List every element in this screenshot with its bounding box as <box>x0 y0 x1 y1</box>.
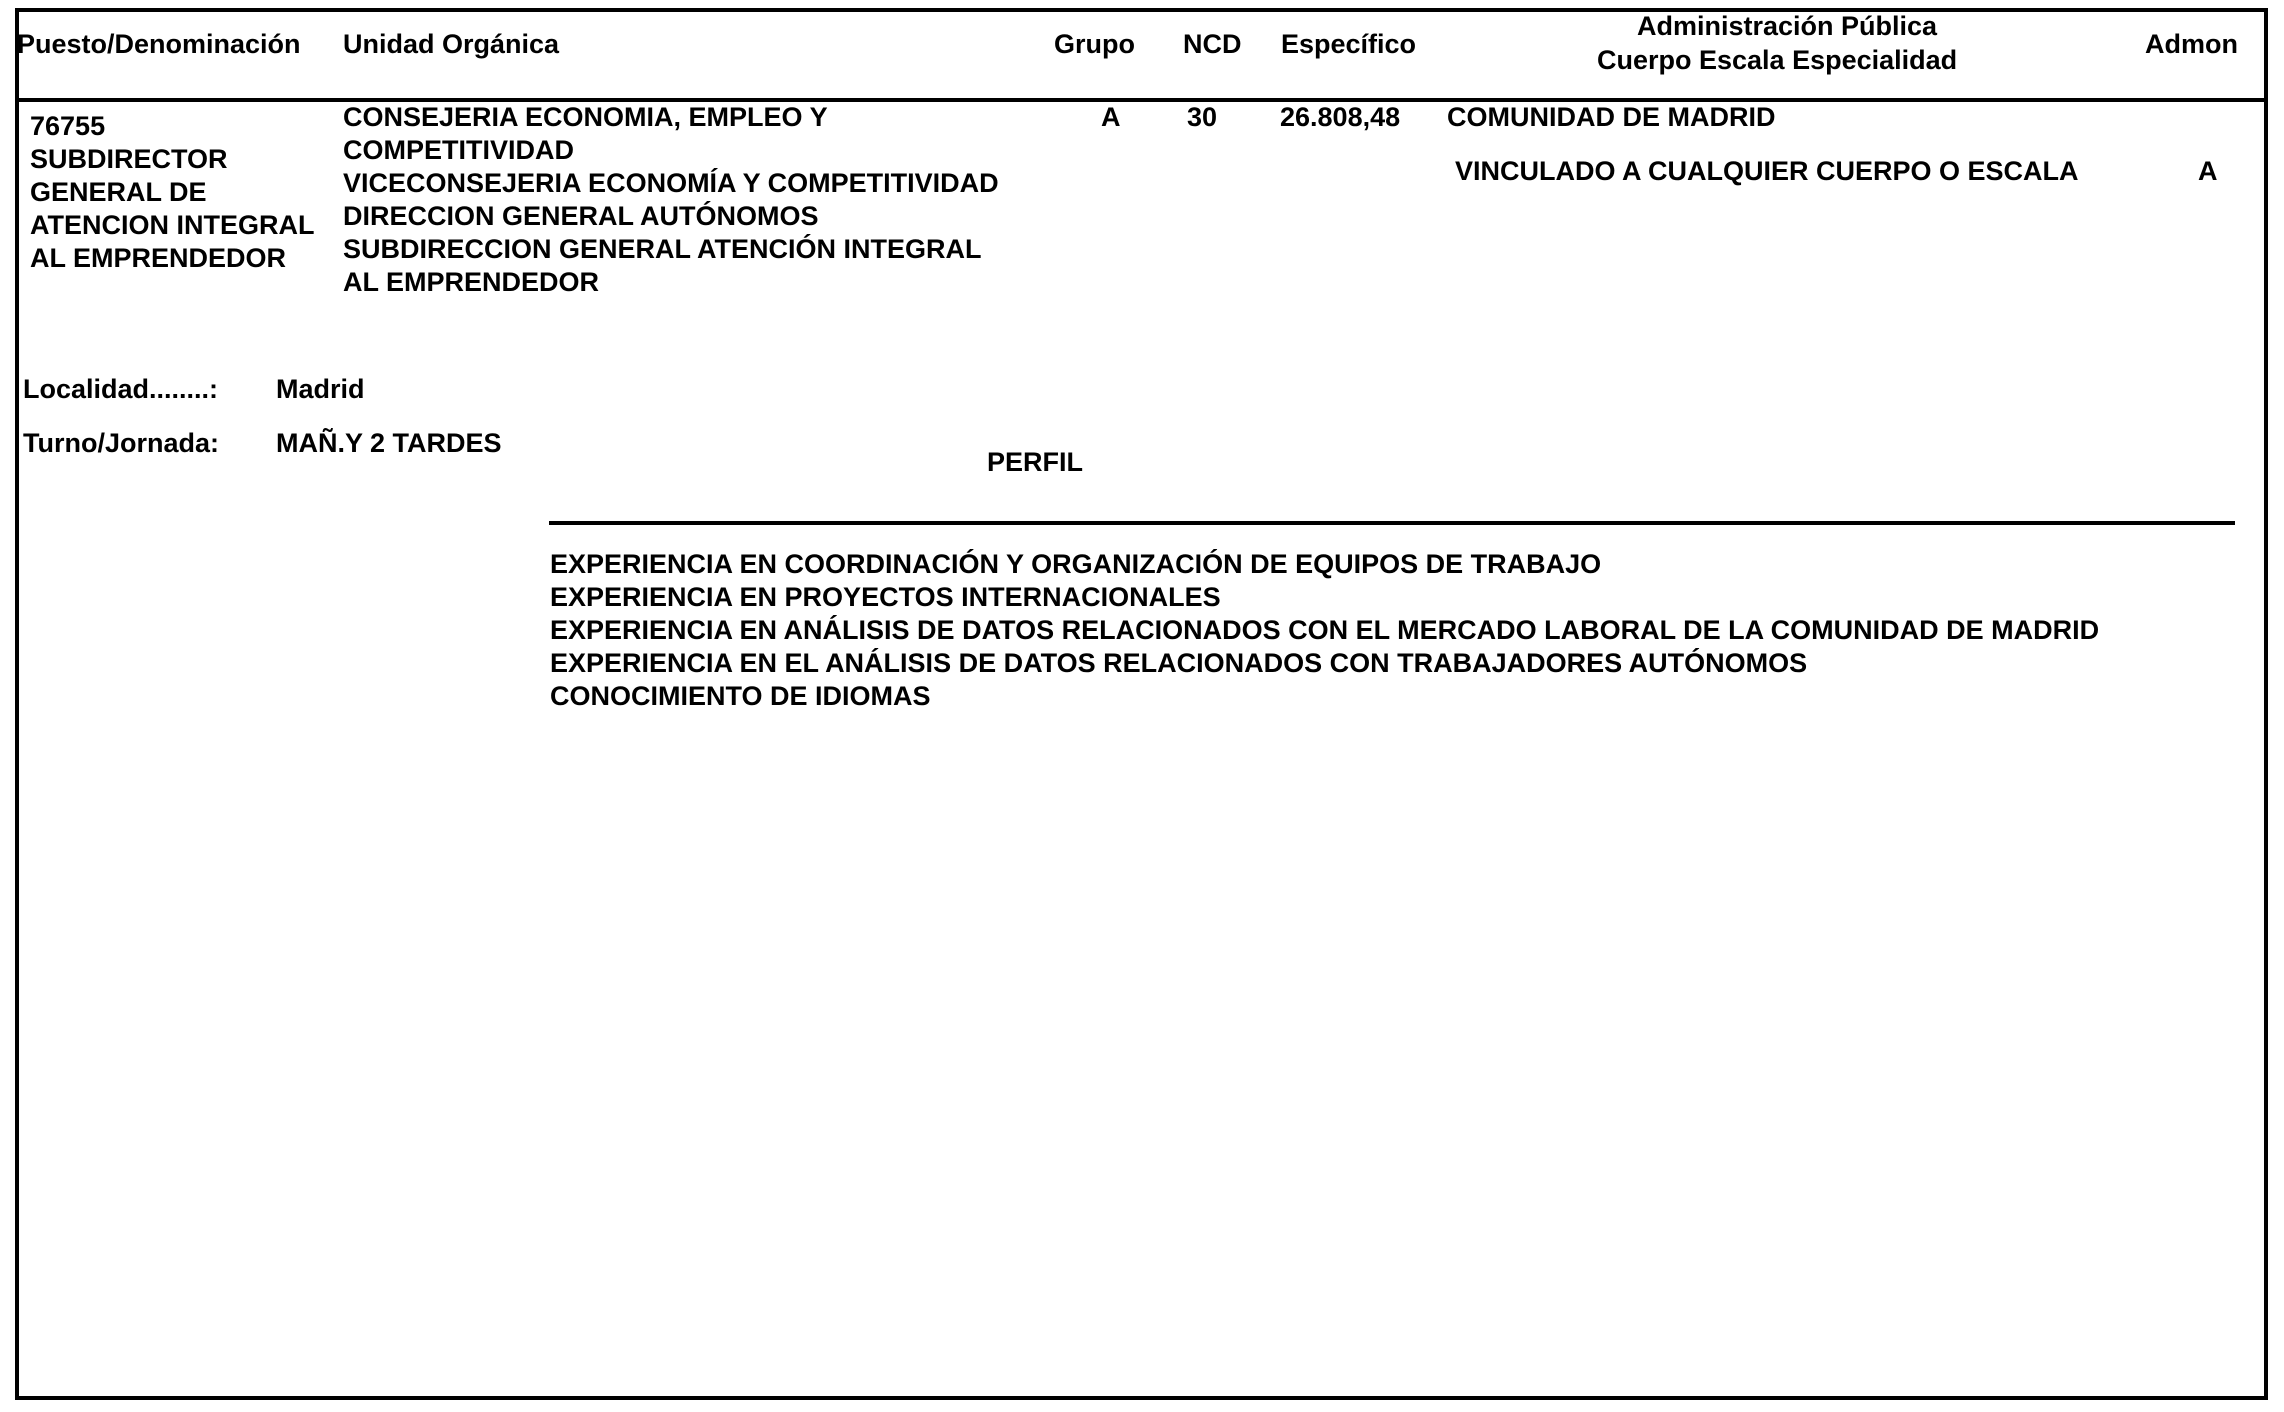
administracion-value: COMUNIDAD DE MADRID <box>1447 102 1776 132</box>
unidad-line: DIRECCION GENERAL AUTÓNOMOS <box>343 201 819 231</box>
localidad-value: Madrid <box>276 374 365 404</box>
perfil-item: EXPERIENCIA EN EL ANÁLISIS DE DATOS RELACIONADOS CON TRABAJADORES AUTÓNOMOS <box>550 648 1808 678</box>
cuerpo-value: VINCULADO A CUALQUIER CUERPO O ESCALA <box>1455 156 2079 186</box>
perfil-item: EXPERIENCIA EN ANÁLISIS DE DATOS RELACIONADOS CON EL MERCADO LABORAL DE LA COMUNIDAD DE MADRID <box>550 615 2100 645</box>
header-puesto: Puesto/Denominación <box>17 29 301 59</box>
turno-label: Turno/Jornada: <box>23 428 220 458</box>
header-cuerpo-escala: Cuerpo Escala Especialidad <box>1597 45 1958 75</box>
ncd-value: 30 <box>1187 102 1218 132</box>
perfil-item: CONOCIMIENTO DE IDIOMAS <box>550 681 931 711</box>
perfil-item: EXPERIENCIA EN PROYECTOS INTERNACIONALES <box>550 582 1221 612</box>
unidad-organica <box>343 101 999 299</box>
header-grupo: Grupo <box>1054 29 1135 59</box>
puesto-denominacion <box>30 110 315 275</box>
header-admon: Admon <box>2145 29 2238 59</box>
perfil-title: PERFIL <box>987 447 1084 477</box>
unidad-line: COMPETITIVIDAD <box>343 135 575 165</box>
puesto-line: GENERAL DE <box>30 177 207 207</box>
puesto-line: SUBDIRECTOR <box>30 144 228 174</box>
perfil-list <box>550 548 2099 713</box>
header-admin-publica: Administración Pública <box>1637 11 1938 41</box>
perfil-item: EXPERIENCIA EN COORDINACIÓN Y ORGANIZACIÓN DE EQUIPOS DE TRABAJO <box>550 549 1602 579</box>
header-unidad: Unidad Orgánica <box>343 29 560 59</box>
admon-value: A <box>2198 156 2218 186</box>
puesto-line: 76755 <box>30 111 106 141</box>
unidad-line: AL EMPRENDEDOR <box>343 267 600 297</box>
puesto-line: AL EMPRENDEDOR <box>30 243 287 273</box>
unidad-line: CONSEJERIA ECONOMIA, EMPLEO Y <box>343 102 828 132</box>
header-ncd: NCD <box>1183 29 1242 59</box>
unidad-line: SUBDIRECCION GENERAL ATENCIÓN INTEGRAL <box>343 234 982 264</box>
especifico-value: 26.808,48 <box>1280 102 1401 132</box>
header-especifico: Específico <box>1281 29 1417 59</box>
turno-value: MAÑ.Y 2 TARDES <box>276 428 502 458</box>
perfil-divider <box>549 521 2235 525</box>
grupo-value: A <box>1101 102 1121 132</box>
unidad-line: VICECONSEJERIA ECONOMÍA Y COMPETITIVIDAD <box>343 168 999 198</box>
localidad-label: Localidad........: <box>23 374 219 404</box>
puesto-line: ATENCION INTEGRAL <box>30 210 315 240</box>
